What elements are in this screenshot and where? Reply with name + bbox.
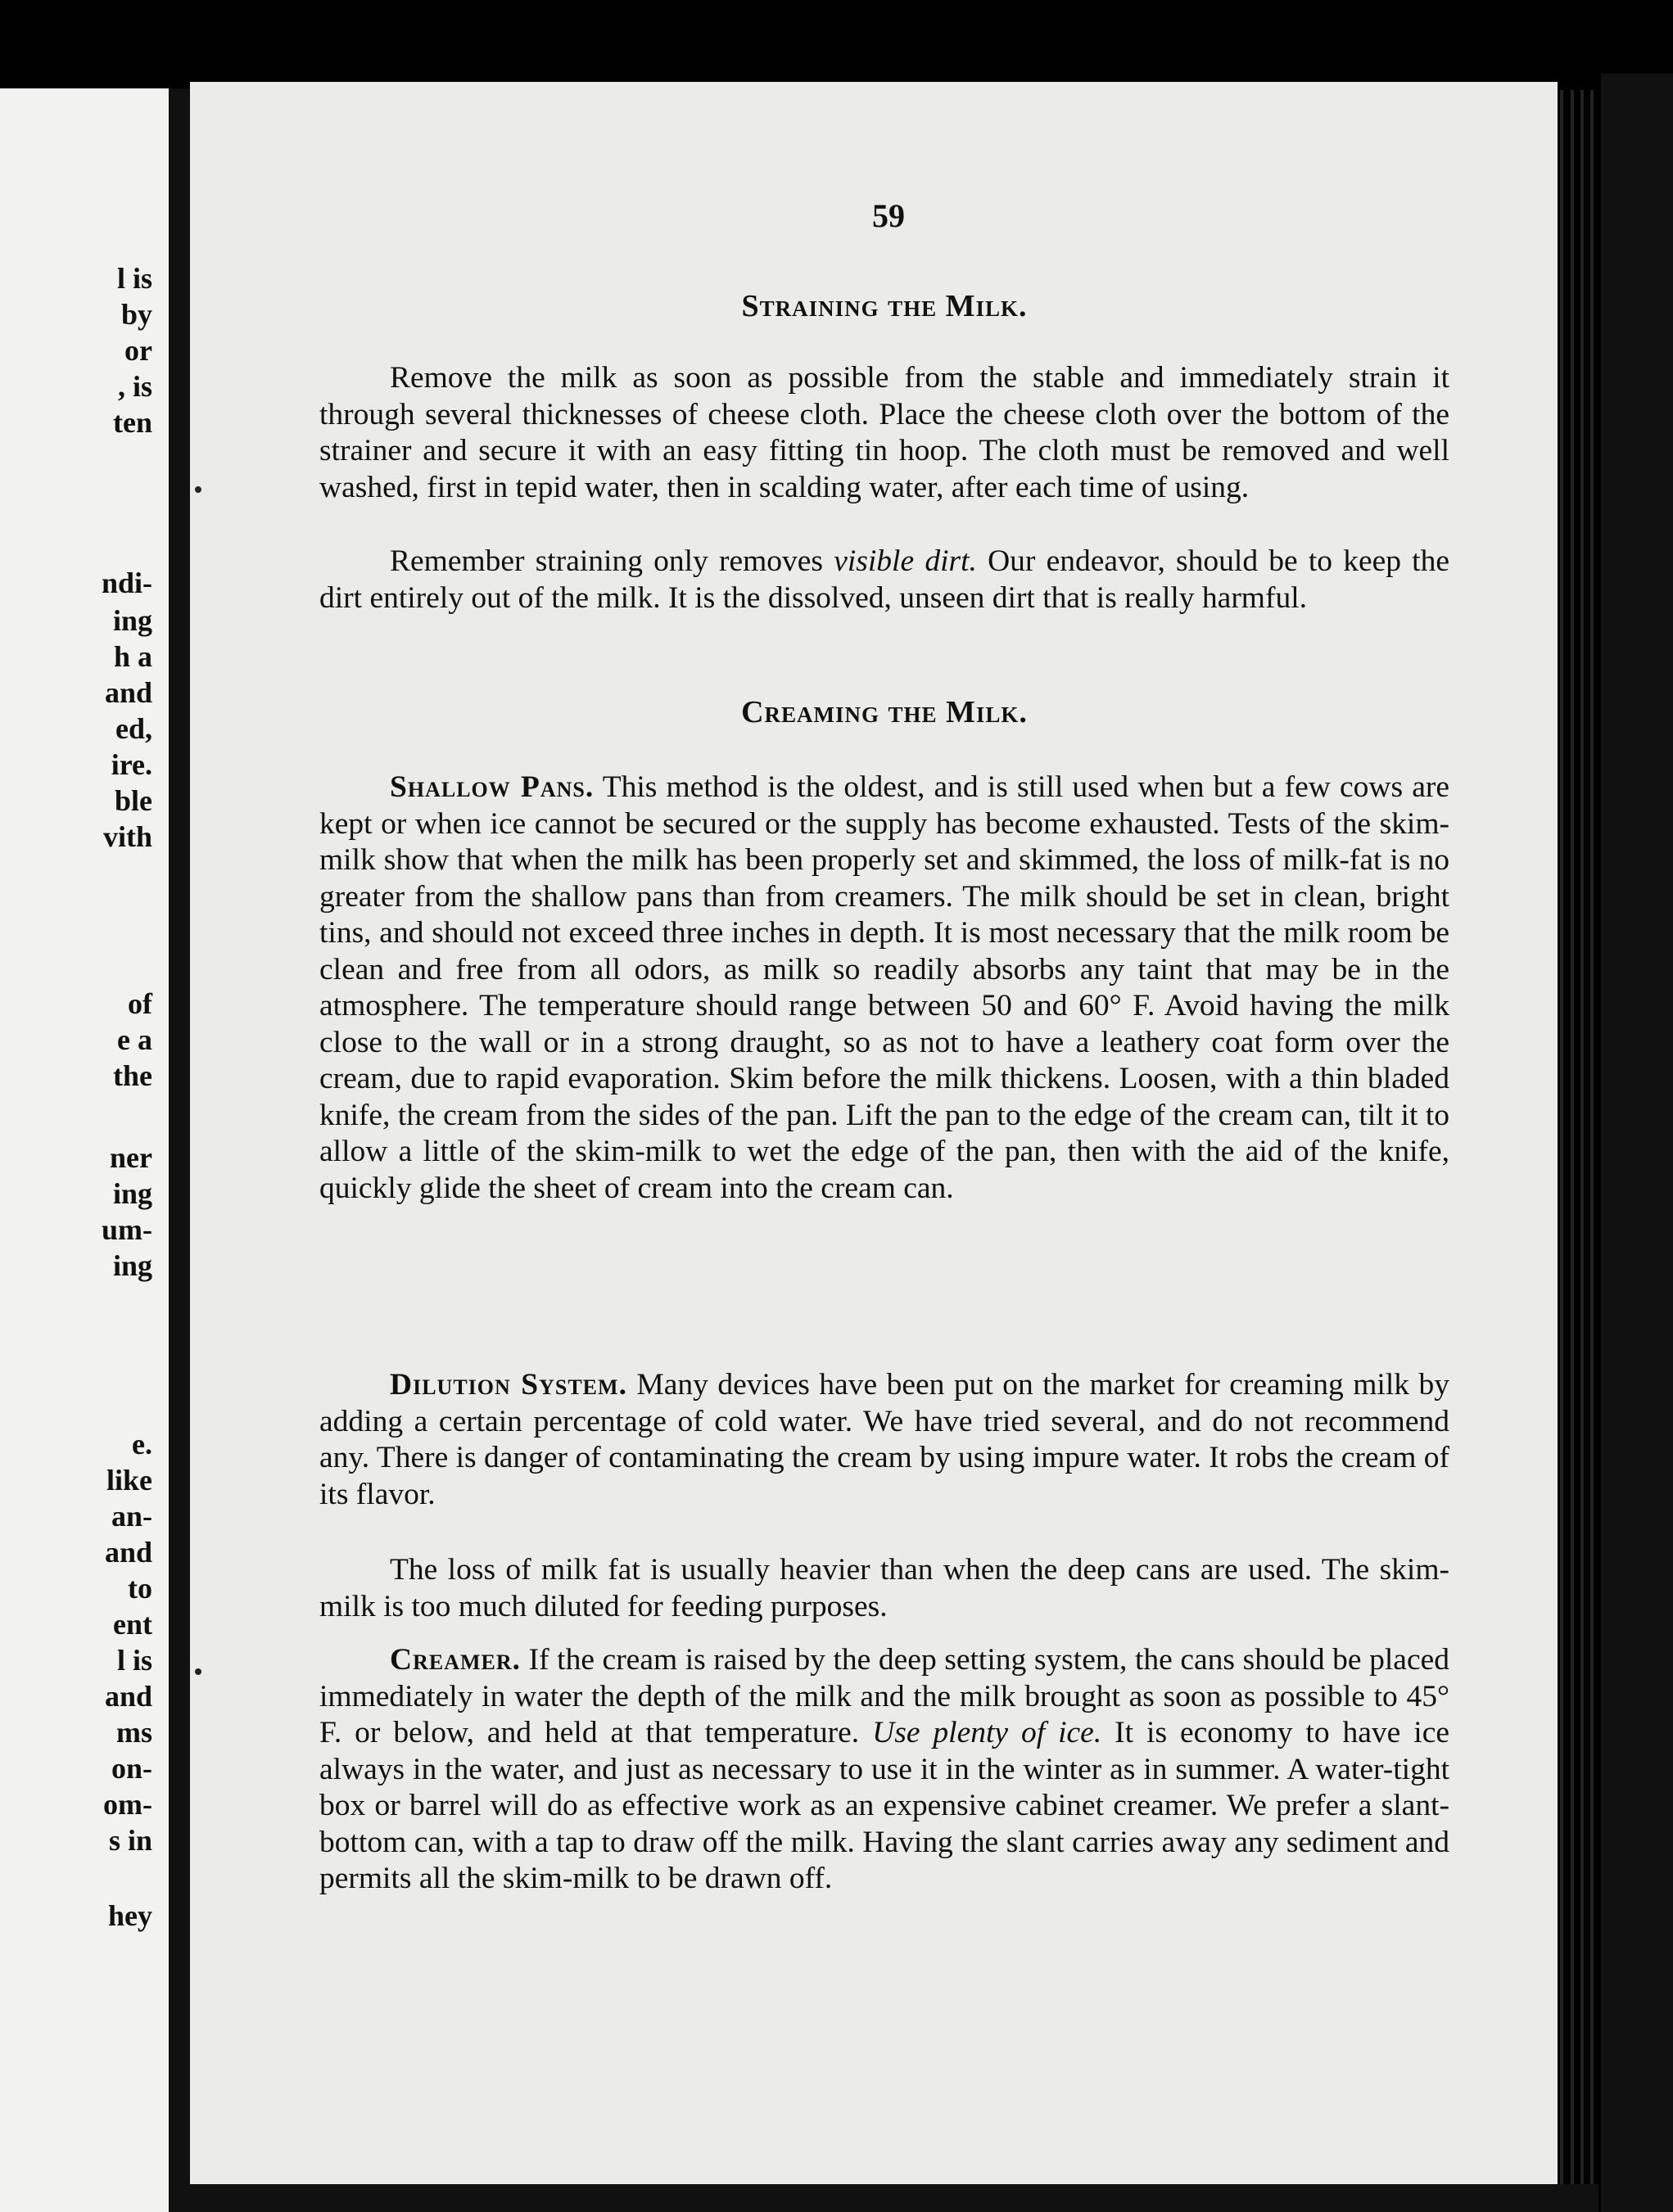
facing-page-fragment: like [106,1464,152,1496]
paragraph-text: Our endeavor, should be to keep the dirt entirely out of the milk. It is the dissolved, unseen dirt that is really harmful. [319,544,1449,615]
paragraph-text: This method is the oldest, and is still used when but a few cows are kept or when ice cannot be secured or the supply has become exhausted. Tests of the skim-milk show that when the milk has been properly set and skimmed, the loss of milk-fat is no greater from the shallow pans than from creamers. The milk should be set in clean, bright tins, and should not exceed three inches in depth. It is most necessary that the milk room be clean and free from all odors, as milk so readily absorbs any taint that may be in the atmosphere. The temperature should range between 50 and 60° F. Avoid having the milk close to the wall or in a strong draught, so as not to have a leathery coat form over the cream, due to rapid evaporation. Skim before the milk thickens. Loosen, with a thin bladed knife, the cream from the sides of the pan. Lift the pan to the edge of the cream can, tilt it to allow a little of the skim-milk to wet the edge of the pan, then with the aid of the knife, quickly glide the sheet of cream into the cream can. [319,770,1449,1205]
paragraph-shallow-pans [319,770,1449,1207]
paragraph-creamer [319,1642,1449,1898]
facing-page-fragment: and [104,1536,152,1569]
book-cover-edge [1601,74,1673,2212]
facing-page-fragment: um- [102,1213,152,1246]
facing-page-fragment: to [128,1572,152,1605]
facing-page-fragment: ire. [111,748,152,781]
paragraph-dilution-system [319,1367,1449,1513]
facing-page-fragment: the [113,1059,152,1092]
speck [195,1668,201,1675]
facing-page-fragment: ndi- [101,567,152,599]
facing-page-fragment: om- [103,1788,152,1821]
emphasis-text: Use plenty of ice. [872,1716,1102,1749]
paragraph-text: It is economy to have ice always in the water, and just as necessary to use it in the winter as in summer. A water-tight box or barrel will do as effective work as an expensive cabinet creamer. We prefer a slant-bottom can, with a tap to draw off the milk. Having the slant carries away any sediment and permits all the skim-milk to be drawn off. [319,1716,1449,1895]
paragraph-loss [319,1552,1449,1625]
section-heading-creaming: Creaming the Milk. [741,695,1028,729]
page-number: 59 [872,197,905,234]
page-edge [1571,90,1574,2186]
facing-page-fragment: ms [116,1716,152,1749]
page-edge [1560,90,1563,2186]
section-heading-straining: Straining the Milk. [741,289,1028,323]
facing-page [0,88,174,2212]
paragraph-lead: Dilution System. [390,1368,627,1402]
page-bottom-shadow [190,2184,1598,2212]
facing-page-fragment: ed, [115,712,152,745]
facing-page-fragment: and [104,676,152,709]
facing-page-fragment: ten [113,406,152,439]
page-edge [1590,90,1594,2186]
facing-page-fragment: an- [111,1500,152,1533]
facing-page-fragment: or [124,334,152,367]
paragraph-text: The loss of milk fat is usually heavier than when the deep cans are used. The skim-milk is too much diluted for feeding purposes. [319,1553,1449,1623]
facing-page-fragment: and [104,1680,152,1713]
facing-page-fragment: ing [112,604,152,637]
paragraph-text: Many devices have been put on the market for creaming milk by adding a certain percentage of cold water. We have tried several, and do not recommend any. There is danger of contaminating the cream by using impure water. It robs the cream of its flavor. [319,1368,1449,1511]
facing-page-fragment: by [120,298,152,331]
facing-page-fragment: vith [102,820,152,853]
book-gutter [169,88,190,2212]
page-edge [1580,90,1584,2186]
facing-page-fragment: ing [112,1249,152,1282]
facing-page-fragment: l is [116,262,152,295]
facing-page-fragment: of [128,987,152,1020]
facing-page-fragment: hey [108,1899,152,1932]
facing-page-fragment: ner [110,1141,152,1174]
speck [195,486,201,493]
emphasis-text: visible dirt. [834,544,977,578]
facing-page-fragment: e a [117,1023,152,1056]
paragraph-straining [319,360,1449,506]
facing-page-fragment: s in [108,1824,152,1857]
paragraph-text: Remember straining only removes [390,544,834,578]
facing-page-fragment: ble [114,784,152,817]
paragraph-lead: Shallow Pans. [390,770,595,804]
facing-page-fragment: e. [132,1428,152,1460]
facing-page-fragment: l is [116,1644,152,1677]
paragraph-text: Remove the milk as soon as possible from the stable and immediately strain it through several thicknesses of cheese cloth. Place the cheese cloth over the bottom of the strainer and secure it with an easy fitting tin hoop. The cloth must be removed and well washed, first in tepid water, then in scalding water, after each time of using. [319,361,1449,504]
facing-page-fragment: h a [113,640,152,673]
facing-page-fragment: , is [117,370,152,403]
facing-page-fragment: on- [111,1752,152,1785]
paragraph-text: If the cream is raised by the deep setting system, the cans should be placed immediately in water the depth of the milk and the milk brought as soon as possible to 45° F. or below, and held at that temperature. [319,1643,1449,1749]
paragraph-visible-dirt [319,544,1449,616]
facing-page-fragment: ent [113,1608,152,1641]
facing-page-fragment: ing [112,1177,152,1210]
paragraph-lead: Creamer. [390,1643,522,1677]
